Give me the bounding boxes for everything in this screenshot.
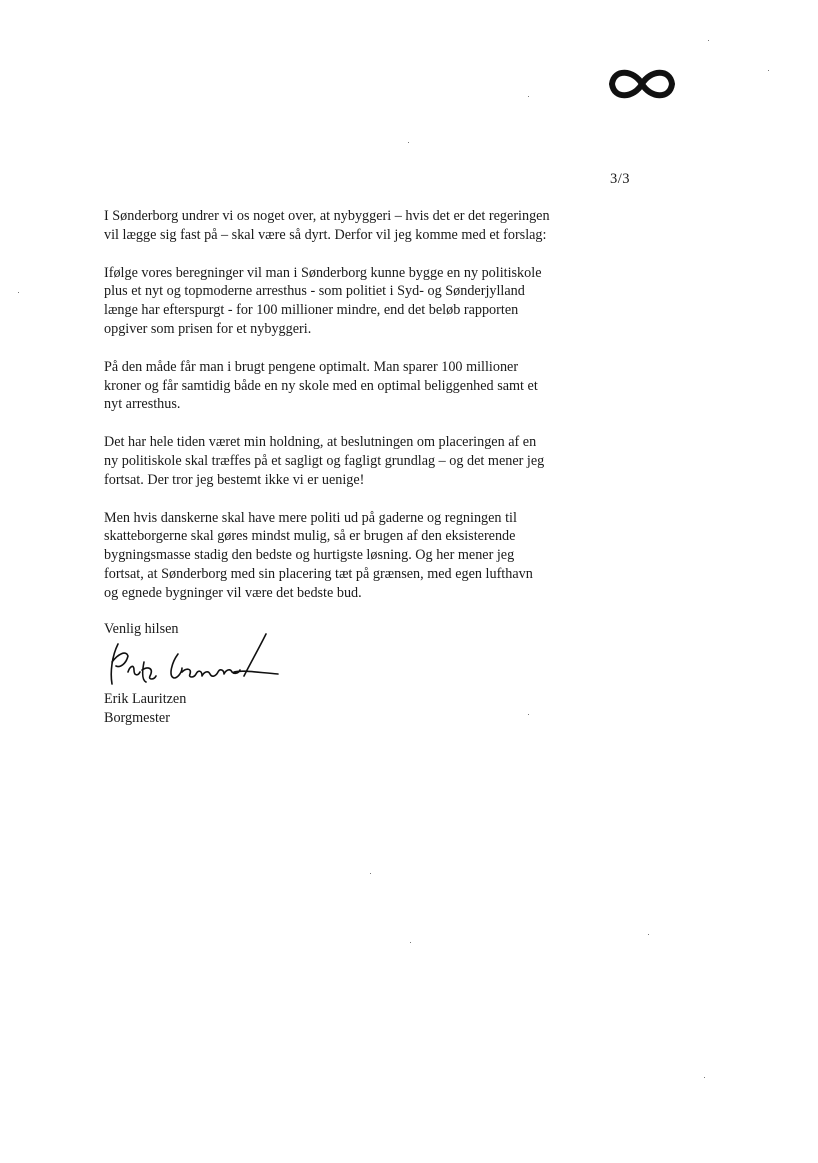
text-line: bygningsmasse stadig den bedste og hurtigste løsning. Og her mener jeg <box>104 547 515 564</box>
signer-title: Borgmester <box>104 709 170 726</box>
signer-block <box>104 690 186 728</box>
scan-speck <box>528 714 529 715</box>
text-line: vil lægge sig fast på – skal være så dyrt. Derfor vil jeg komme med et forslag: <box>104 226 547 243</box>
text-line: Ifølge vores beregninger vil man i Sønderborg kunne bygge en ny politiskole <box>104 264 542 281</box>
scan-speck <box>370 873 371 874</box>
handwritten-signature <box>104 632 284 692</box>
text-line: Det har hele tiden været min holdning, at beslutningen om placeringen af en <box>104 434 537 451</box>
text-line: plus et nyt og topmoderne arresthus - som politiet i Syd- og Sønderjylland <box>104 283 525 300</box>
scan-speck <box>648 934 649 935</box>
letter-body <box>104 207 604 622</box>
signer-name: Erik Lauritzen <box>104 691 187 707</box>
text-line: længe har efterspurgt - for 100 millioner mindre, end det beløb rapporten <box>104 302 519 319</box>
text-line: nyt arresthus. <box>104 396 181 413</box>
scan-speck <box>410 942 411 943</box>
scan-speck <box>704 1077 705 1078</box>
salutation: Venlig hilsen <box>104 621 179 637</box>
infinity-logo-icon <box>606 62 678 106</box>
paragraph <box>104 433 604 489</box>
paragraph <box>104 509 604 603</box>
text-line: I Sønderborg undrer vi os noget over, at nybyggeri – hvis det er det regeringen <box>104 208 550 224</box>
text-line: ny politiskole skal træffes på et sagligt og fagligt grundlag – og det mener jeg <box>104 452 545 469</box>
text-line: opgiver som prisen for et nybyggeri. <box>104 320 312 337</box>
text-line: fortsat. Der tror jeg bestemt ikke vi er uenige! <box>104 471 365 488</box>
paragraph <box>104 264 604 339</box>
scan-speck <box>528 96 529 97</box>
text-line: og egnede bygninger vil være det bedste bud. <box>104 584 362 601</box>
paragraph <box>104 358 604 414</box>
page-number: 3/3 <box>610 171 631 187</box>
scan-speck <box>408 142 409 143</box>
text-line: skatteborgerne skal gøres mindst mulig, så er brugen af den eksisterende <box>104 528 516 545</box>
paragraph <box>104 207 604 245</box>
scan-speck <box>18 292 19 293</box>
text-line: kroner og får samtidig både en ny skole med en optimal beliggenhed samt et <box>104 377 538 394</box>
text-line: fortsat, at Sønderborg med sin placering tæt på grænsen, med egen lufthavn <box>104 565 533 582</box>
scan-speck <box>768 70 769 71</box>
text-line: På den måde får man i brugt pengene optimalt. Man sparer 100 millioner <box>104 358 519 375</box>
scan-speck <box>708 40 709 41</box>
text-line: Men hvis danskerne skal have mere politi ud på gaderne og regningen til <box>104 509 517 526</box>
